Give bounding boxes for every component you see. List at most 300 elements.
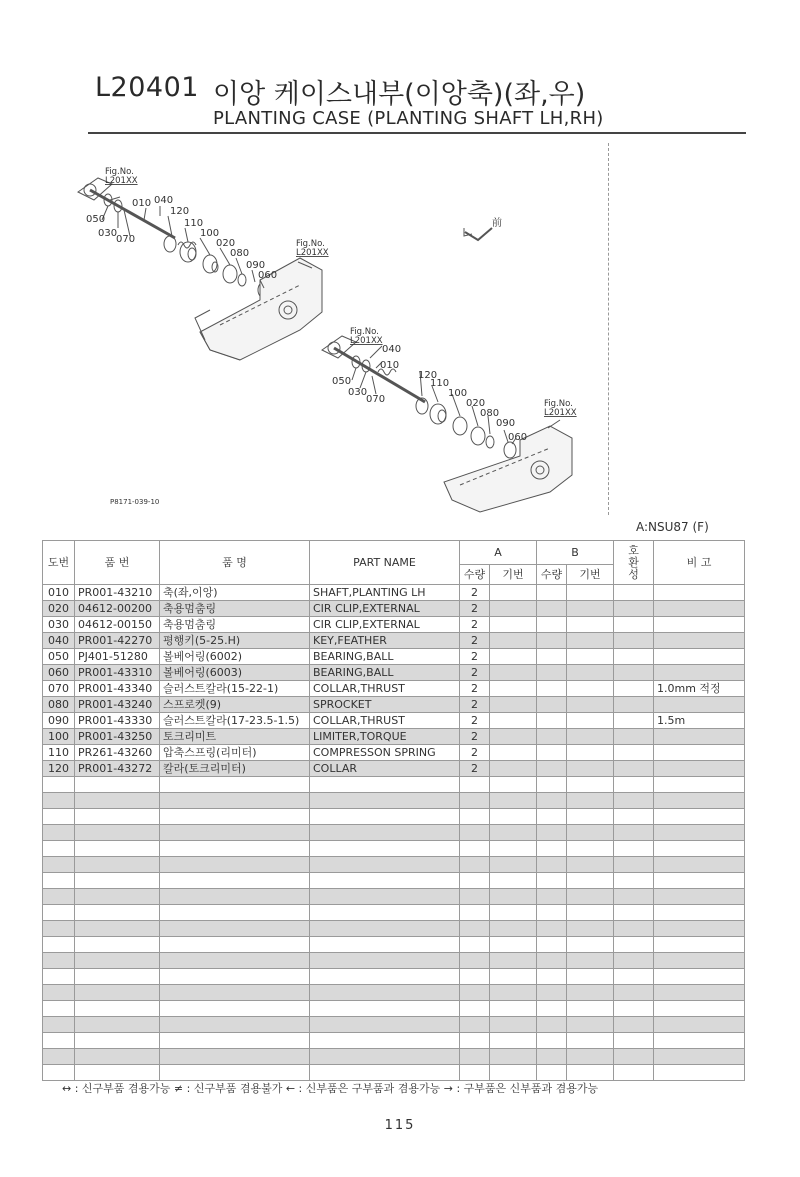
blank-row: [43, 1033, 745, 1049]
cell-empty: [567, 1017, 614, 1033]
cell-name-kr: [160, 937, 310, 953]
cell-qty: [460, 825, 490, 841]
cell-qty: 2: [460, 617, 490, 633]
cell-empty: [614, 745, 654, 761]
cell-empty: [614, 985, 654, 1001]
cell-remarks: [654, 857, 745, 873]
cell-qty: 2: [460, 585, 490, 601]
cell-empty: [567, 1001, 614, 1017]
cell-remarks: [654, 889, 745, 905]
cell-empty: [537, 633, 567, 649]
cell-name-kr: 평행키(5-25.H): [160, 633, 310, 649]
cell-remarks: [654, 777, 745, 793]
cell-name-kr: [160, 793, 310, 809]
col-header-a-serial: 기번: [490, 565, 537, 585]
cell-qty: [460, 873, 490, 889]
cell-name-kr: [160, 857, 310, 873]
cell-name-kr: 볼베어링(6002): [160, 649, 310, 665]
cell-empty: [614, 761, 654, 777]
cell-part-no: PR001-43340: [75, 681, 160, 697]
cell-part-no: [75, 905, 160, 921]
cell-empty: [537, 841, 567, 857]
cell-empty: [614, 793, 654, 809]
col-header-compat: [614, 541, 654, 585]
cell-empty: [490, 1017, 537, 1033]
cell-empty: [567, 1065, 614, 1081]
cell-part-no: [75, 889, 160, 905]
cell-part-no: [75, 873, 160, 889]
cell-remarks: [654, 585, 745, 601]
cell-empty: [537, 809, 567, 825]
cell-empty: [614, 809, 654, 825]
cell-empty: [614, 1065, 654, 1081]
fig-ref-value: L201XX: [105, 176, 138, 186]
blank-row: [43, 1017, 745, 1033]
cell-remarks: [654, 745, 745, 761]
cell-remarks: [654, 809, 745, 825]
blank-row: [43, 921, 745, 937]
cell-empty: [490, 809, 537, 825]
cell-empty: [490, 1065, 537, 1081]
cell-name-kr: [160, 1049, 310, 1065]
cell-empty: [537, 1065, 567, 1081]
fig-ref-label: Fig.No.: [350, 327, 379, 337]
cell-name-kr: 축(좌,이앙): [160, 585, 310, 601]
cell-empty: [537, 681, 567, 697]
cell-name-kr: [160, 953, 310, 969]
callout: 060: [258, 270, 278, 281]
blank-row: [43, 1001, 745, 1017]
cell-qty: 2: [460, 649, 490, 665]
cell-name-en: [310, 809, 460, 825]
cell-no: 040: [43, 633, 75, 649]
cell-empty: [537, 1017, 567, 1033]
table-row: [43, 729, 745, 745]
cell-empty: [614, 905, 654, 921]
cell-name-en: BEARING,BALL: [310, 665, 460, 681]
table-row: [43, 681, 745, 697]
blank-row: [43, 1049, 745, 1065]
callout: 120: [170, 206, 190, 217]
blank-row: [43, 969, 745, 985]
cell-name-en: SHAFT,PLANTING LH: [310, 585, 460, 601]
callout: 080: [230, 248, 250, 259]
cell-empty: [614, 889, 654, 905]
cell-name-en: SPROCKET: [310, 697, 460, 713]
cell-remarks: [654, 985, 745, 1001]
cell-remarks: [654, 633, 745, 649]
cell-empty: [490, 841, 537, 857]
table-row: [43, 665, 745, 681]
callout: 120: [418, 370, 438, 381]
cell-empty: [614, 649, 654, 665]
cell-empty: [614, 1033, 654, 1049]
cell-qty: [460, 1033, 490, 1049]
cell-no: [43, 825, 75, 841]
cell-name-en: [310, 969, 460, 985]
cell-name-en: [310, 921, 460, 937]
cell-empty: [614, 969, 654, 985]
callout: 090: [246, 260, 266, 271]
cell-name-kr: 칼라(토크리미터): [160, 761, 310, 777]
compat-char: 호: [628, 543, 639, 557]
fig-ref-label: Fig.No.: [296, 239, 325, 249]
compatibility-legend: ↔ : 신구부품 겸용가능 ≠ : 신구부품 겸용불가 ← : 신부품은 구부품과 겸용가능 → : 구부품은 신부품과 겸용가능: [62, 1082, 599, 1095]
table-row: [43, 601, 745, 617]
cell-empty: [537, 585, 567, 601]
col-header-no: 도번: [43, 541, 75, 585]
callout: 060: [508, 432, 528, 443]
cell-empty: [490, 665, 537, 681]
fig-ref-value: L201XX: [350, 336, 383, 346]
callout: 010: [132, 198, 152, 209]
cell-empty: [567, 905, 614, 921]
cell-remarks: [654, 1001, 745, 1017]
cell-empty: [567, 665, 614, 681]
callout: 090: [496, 418, 516, 429]
cell-remarks: [654, 921, 745, 937]
cell-remarks: 1.5m: [654, 713, 745, 729]
cell-empty: [567, 969, 614, 985]
cell-empty: [537, 953, 567, 969]
cell-no: [43, 793, 75, 809]
cell-empty: [567, 585, 614, 601]
cell-empty: [567, 809, 614, 825]
cell-empty: [567, 713, 614, 729]
cell-name-en: COLLAR,THRUST: [310, 681, 460, 697]
cell-remarks: [654, 905, 745, 921]
cell-name-kr: [160, 1033, 310, 1049]
catalog-code: L20401: [95, 72, 199, 103]
cell-empty: [614, 777, 654, 793]
cell-empty: [490, 729, 537, 745]
cell-empty: [614, 953, 654, 969]
cell-name-kr: 축용멈춤링: [160, 617, 310, 633]
cell-name-en: [310, 1065, 460, 1081]
callout: 020: [216, 238, 236, 249]
col-header-part-name-en: PART NAME: [310, 541, 460, 585]
cell-empty: [614, 1049, 654, 1065]
cell-name-kr: 압축스프링(리미터): [160, 745, 310, 761]
callout: 070: [116, 234, 136, 245]
cell-empty: [537, 889, 567, 905]
cell-remarks: [654, 617, 745, 633]
cell-empty: [537, 617, 567, 633]
cell-empty: [490, 713, 537, 729]
cell-empty: [567, 1033, 614, 1049]
cell-no: [43, 1017, 75, 1033]
compat-char: 환: [628, 555, 639, 569]
cell-name-kr: [160, 1017, 310, 1033]
cell-part-no: PR001-43330: [75, 713, 160, 729]
cell-qty: [460, 937, 490, 953]
cell-no: [43, 905, 75, 921]
cell-empty: [490, 905, 537, 921]
cell-empty: [567, 1049, 614, 1065]
cell-no: 060: [43, 665, 75, 681]
cell-empty: [567, 601, 614, 617]
blank-row: [43, 777, 745, 793]
cell-empty: [614, 713, 654, 729]
cell-qty: [460, 777, 490, 793]
cell-part-no: PR001-43310: [75, 665, 160, 681]
cell-empty: [567, 761, 614, 777]
cell-empty: [567, 681, 614, 697]
cell-empty: [614, 585, 654, 601]
fig-ref-value: L201XX: [296, 248, 329, 258]
callout: 040: [154, 195, 174, 206]
cell-name-en: [310, 841, 460, 857]
cell-remarks: [654, 1033, 745, 1049]
cell-part-no: [75, 1065, 160, 1081]
cell-name-en: [310, 1049, 460, 1065]
cell-no: 030: [43, 617, 75, 633]
cell-qty: 2: [460, 665, 490, 681]
cell-empty: [490, 585, 537, 601]
cell-no: [43, 1049, 75, 1065]
cell-empty: [537, 601, 567, 617]
cell-name-en: [310, 793, 460, 809]
cell-qty: [460, 1001, 490, 1017]
cell-empty: [490, 953, 537, 969]
cell-name-kr: 축용멈춤링: [160, 601, 310, 617]
cell-empty: [614, 921, 654, 937]
cell-remarks: [654, 1065, 745, 1081]
cell-name-en: [310, 857, 460, 873]
cell-no: 080: [43, 697, 75, 713]
callout: 010: [380, 360, 400, 371]
cell-no: 120: [43, 761, 75, 777]
cell-empty: [567, 921, 614, 937]
cell-name-en: COMPRESSON SPRING: [310, 745, 460, 761]
cell-empty: [537, 697, 567, 713]
cell-name-en: LIMITER,TORQUE: [310, 729, 460, 745]
cell-qty: [460, 969, 490, 985]
cell-empty: [567, 649, 614, 665]
callout: 050: [86, 214, 106, 225]
cell-empty: [490, 617, 537, 633]
cell-name-en: [310, 777, 460, 793]
cell-empty: [537, 873, 567, 889]
cell-empty: [567, 953, 614, 969]
cell-no: 110: [43, 745, 75, 761]
cell-name-en: [310, 953, 460, 969]
cell-empty: [567, 745, 614, 761]
cell-no: [43, 873, 75, 889]
cell-empty: [614, 681, 654, 697]
cell-part-no: [75, 857, 160, 873]
cell-qty: [460, 809, 490, 825]
cell-empty: [537, 777, 567, 793]
cell-empty: [490, 873, 537, 889]
cell-empty: [490, 889, 537, 905]
cell-empty: [537, 745, 567, 761]
cell-name-en: CIR CLIP,EXTERNAL: [310, 601, 460, 617]
callout: 110: [430, 378, 450, 389]
col-header-group-a: A: [460, 541, 537, 565]
col-header-group-b: B: [537, 541, 614, 565]
cell-empty: [537, 729, 567, 745]
cell-empty: [537, 921, 567, 937]
cell-empty: [614, 617, 654, 633]
cell-remarks: [654, 937, 745, 953]
cell-empty: [567, 857, 614, 873]
cell-qty: [460, 1049, 490, 1065]
cell-no: 070: [43, 681, 75, 697]
cell-empty: [537, 825, 567, 841]
cell-part-no: [75, 777, 160, 793]
cell-part-no: 04612-00200: [75, 601, 160, 617]
cell-part-no: [75, 969, 160, 985]
cell-qty: 2: [460, 729, 490, 745]
cell-empty: [490, 1049, 537, 1065]
cell-part-no: [75, 841, 160, 857]
blank-row: [43, 937, 745, 953]
blank-row: [43, 1065, 745, 1081]
cell-part-no: PR001-43210: [75, 585, 160, 601]
cell-name-en: [310, 889, 460, 905]
cell-remarks: [654, 825, 745, 841]
callout: 030: [98, 228, 118, 239]
cell-name-kr: 슬러스트칼라(17-23.5-1.5): [160, 713, 310, 729]
cell-name-kr: 스프로켓(9): [160, 697, 310, 713]
cell-name-en: [310, 985, 460, 1001]
cell-empty: [614, 633, 654, 649]
cell-empty: [567, 793, 614, 809]
cell-remarks: [654, 793, 745, 809]
cell-remarks: [654, 969, 745, 985]
fig-ref-label: Fig.No.: [544, 399, 573, 409]
cell-qty: [460, 905, 490, 921]
callout: 040: [382, 344, 402, 355]
cell-empty: [614, 729, 654, 745]
cell-part-no: PR261-43260: [75, 745, 160, 761]
cell-no: [43, 857, 75, 873]
callout: 100: [448, 388, 468, 399]
cell-empty: [490, 985, 537, 1001]
cell-empty: [537, 985, 567, 1001]
col-header-b-qty: 수량: [537, 565, 567, 585]
cell-empty: [490, 969, 537, 985]
table-row: [43, 745, 745, 761]
cell-no: [43, 777, 75, 793]
table-row: [43, 617, 745, 633]
cell-no: [43, 889, 75, 905]
cell-name-kr: [160, 841, 310, 857]
cell-empty: [567, 777, 614, 793]
cell-empty: [614, 841, 654, 857]
cell-qty: [460, 889, 490, 905]
table-row: [43, 761, 745, 777]
model-note: A:NSU87 (F): [636, 520, 709, 534]
cell-part-no: 04612-00150: [75, 617, 160, 633]
cell-empty: [614, 825, 654, 841]
cell-name-en: COLLAR: [310, 761, 460, 777]
cell-remarks: [654, 729, 745, 745]
cell-name-kr: 볼베어링(6003): [160, 665, 310, 681]
cell-part-no: [75, 1033, 160, 1049]
cell-part-no: [75, 937, 160, 953]
cell-no: [43, 809, 75, 825]
cell-no: [43, 1065, 75, 1081]
cell-empty: [567, 697, 614, 713]
cell-part-no: [75, 985, 160, 1001]
cell-empty: [490, 857, 537, 873]
cell-empty: [537, 1049, 567, 1065]
cell-name-kr: [160, 905, 310, 921]
cell-no: [43, 841, 75, 857]
blank-row: [43, 905, 745, 921]
cell-qty: [460, 1017, 490, 1033]
cell-empty: [537, 857, 567, 873]
figure-divider: [608, 143, 609, 515]
table-row: [43, 585, 745, 601]
cell-remarks: [654, 761, 745, 777]
cell-qty: 2: [460, 681, 490, 697]
cell-qty: [460, 953, 490, 969]
cell-name-kr: [160, 809, 310, 825]
cell-qty: [460, 985, 490, 1001]
cell-part-no: [75, 825, 160, 841]
cell-part-no: PR001-43250: [75, 729, 160, 745]
callout: 110: [184, 218, 204, 229]
cell-empty: [490, 793, 537, 809]
cell-remarks: [654, 1017, 745, 1033]
cell-name-kr: [160, 873, 310, 889]
cell-empty: [537, 649, 567, 665]
page-title-english: PLANTING CASE (PLANTING SHAFT LH,RH): [213, 108, 604, 129]
cell-empty: [567, 617, 614, 633]
cell-name-kr: 토크리미트: [160, 729, 310, 745]
cell-remarks: [654, 841, 745, 857]
cell-no: [43, 953, 75, 969]
cell-no: 100: [43, 729, 75, 745]
cell-empty: [567, 985, 614, 1001]
cell-no: [43, 921, 75, 937]
cell-name-en: KEY,FEATHER: [310, 633, 460, 649]
cell-empty: [614, 1001, 654, 1017]
cell-empty: [537, 1001, 567, 1017]
table-row: [43, 633, 745, 649]
cell-qty: [460, 857, 490, 873]
header-rule: [88, 132, 746, 134]
cell-part-no: [75, 809, 160, 825]
cell-name-en: [310, 905, 460, 921]
cell-no: 090: [43, 713, 75, 729]
cell-name-kr: [160, 969, 310, 985]
callout: 030: [348, 387, 368, 398]
cell-name-en: [310, 825, 460, 841]
blank-row: [43, 985, 745, 1001]
cell-empty: [567, 889, 614, 905]
cell-empty: [490, 937, 537, 953]
callout: 070: [366, 394, 386, 405]
cell-empty: [614, 601, 654, 617]
cell-name-en: BEARING,BALL: [310, 649, 460, 665]
figure-code: P8171-039-10: [110, 498, 160, 506]
compat-char: 성: [628, 567, 639, 581]
blank-row: [43, 857, 745, 873]
table-row: [43, 697, 745, 713]
col-header-remarks: 비 고: [654, 541, 745, 585]
cell-empty: [537, 937, 567, 953]
cell-empty: [490, 825, 537, 841]
table-row: [43, 713, 745, 729]
cell-remarks: [654, 649, 745, 665]
page-number: 115: [384, 1118, 416, 1133]
cell-empty: [567, 633, 614, 649]
cell-qty: [460, 793, 490, 809]
